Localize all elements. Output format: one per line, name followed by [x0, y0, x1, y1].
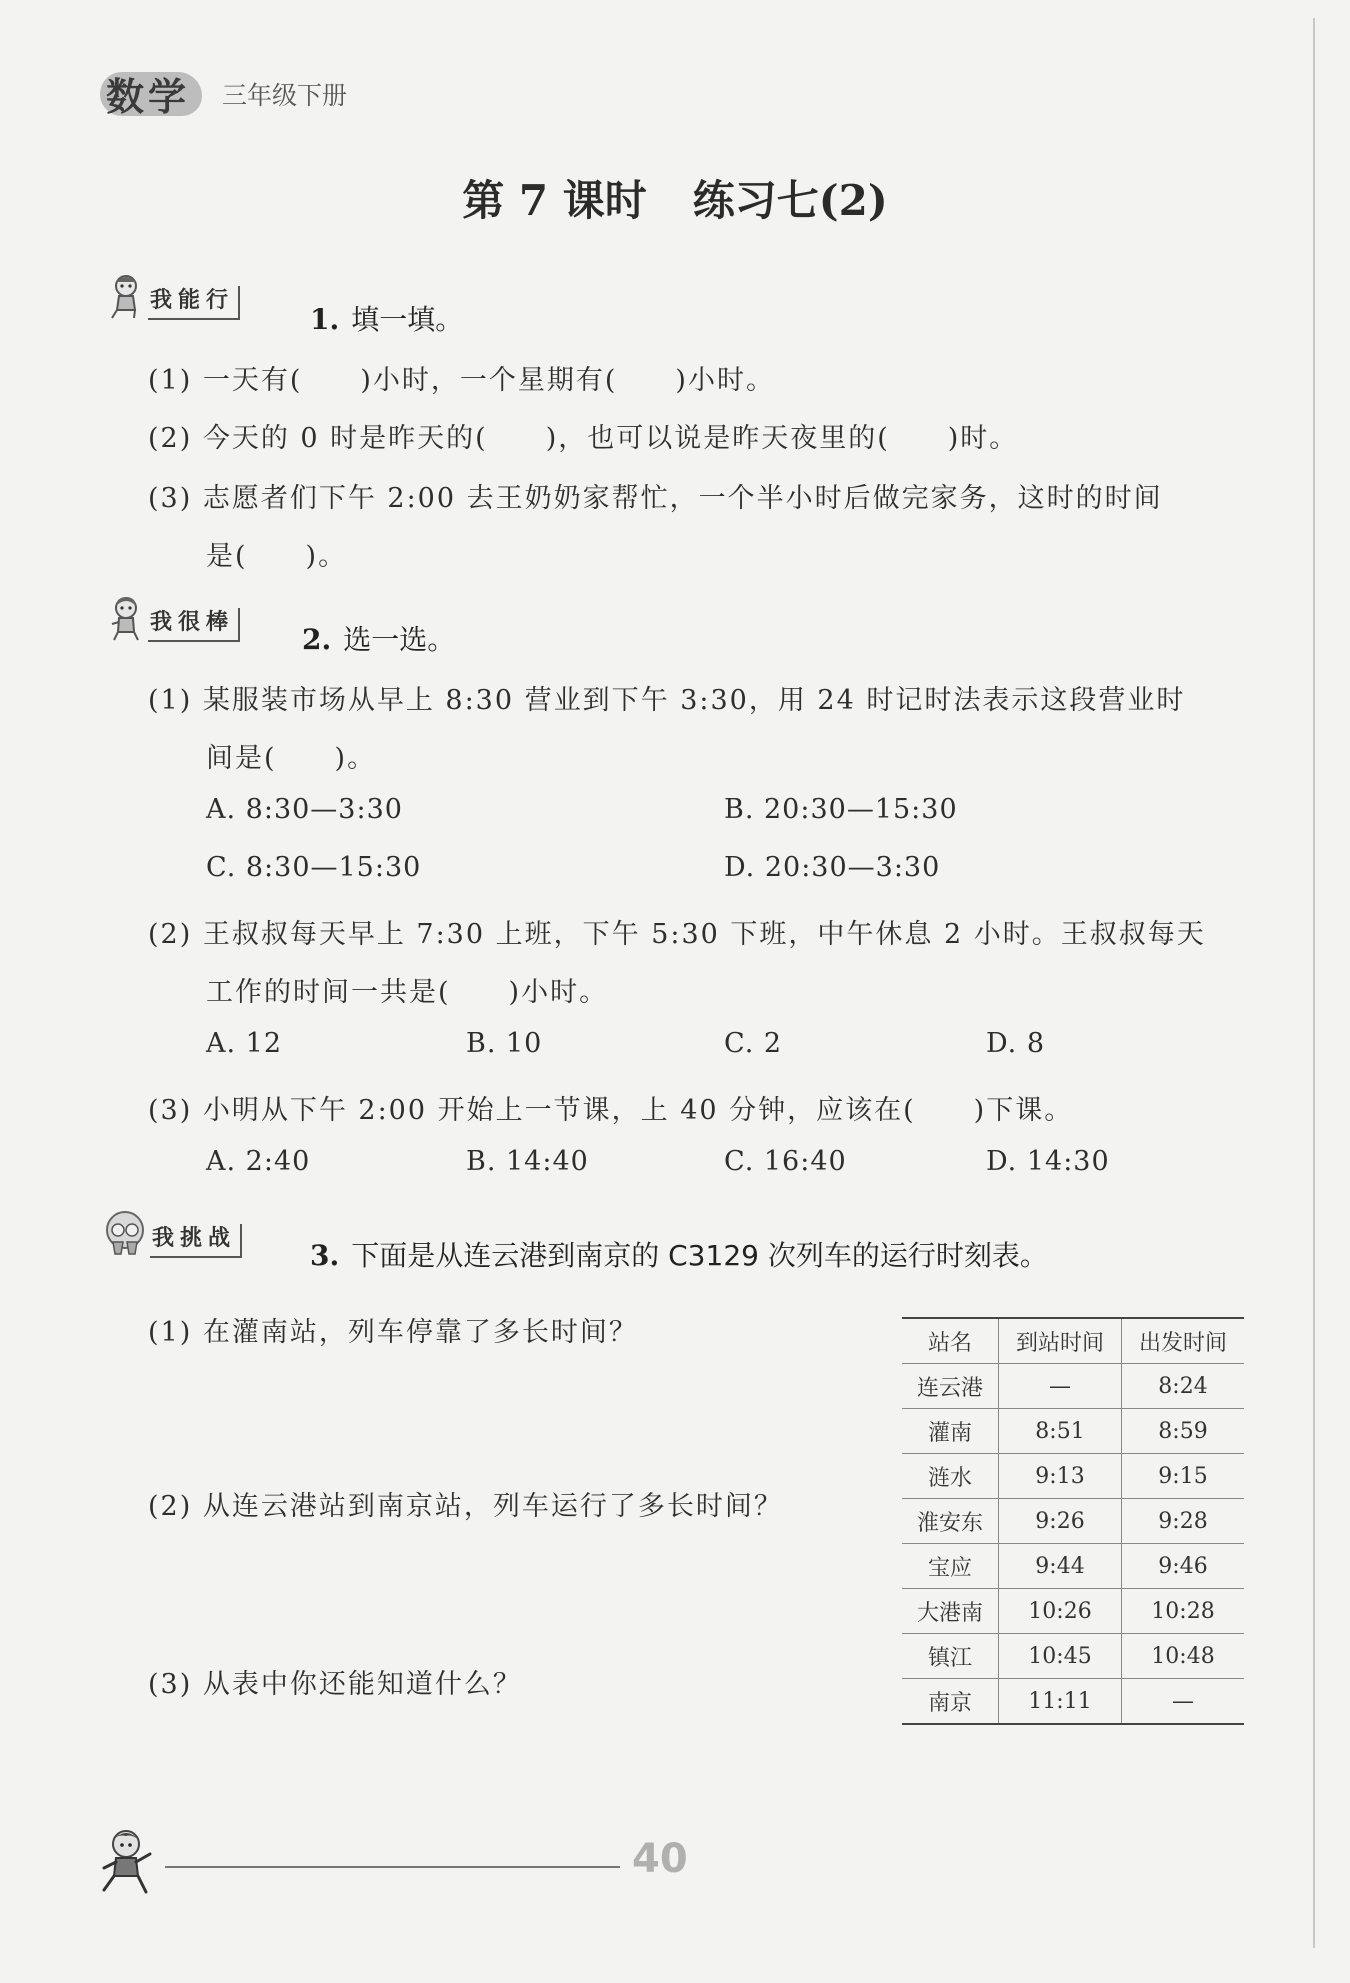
table-row — [902, 1364, 1244, 1409]
table-cell: 9:44 — [999, 1544, 1122, 1589]
table-cell: — — [999, 1364, 1122, 1409]
choice-option: C. 2 — [724, 1028, 783, 1059]
table-cell: 10:48 — [1122, 1634, 1245, 1679]
choice-option: D. 20:30—3:30 — [724, 852, 941, 883]
table-cell: 10:28 — [1122, 1589, 1245, 1634]
running-kid-mascot-icon — [96, 1828, 160, 1898]
table-row — [902, 1544, 1244, 1589]
header-grade: 三年级下册 — [222, 81, 348, 110]
badge-label: 我挑战 — [150, 1224, 242, 1258]
choice-option: B. 20:30—15:30 — [724, 794, 958, 825]
question-line: (1) 一天有( )小时，一个星期有( )小时。 — [148, 365, 775, 396]
table-row — [902, 1454, 1244, 1499]
question-line: (2) 从连云港站到南京站，列车运行了多长时间？ — [148, 1491, 783, 1522]
section-badge-3 — [100, 1210, 242, 1258]
table-cell: 10:45 — [999, 1634, 1122, 1679]
boy-mascot-icon — [104, 594, 148, 642]
two-kids-mascot-icon — [100, 1210, 150, 1258]
table-cell: 连云港 — [902, 1364, 999, 1409]
choice-option: C. 16:40 — [724, 1146, 847, 1177]
section-number: 3. — [310, 1239, 340, 1272]
train-timetable — [902, 1317, 1244, 1725]
table-row — [902, 1679, 1244, 1725]
table-header-cell: 出发时间 — [1122, 1318, 1245, 1364]
section-heading: 下面是从连云港到南京的 C3129 次列车的运行时刻表。 — [351, 1239, 1048, 1272]
table-cell: 10:26 — [999, 1589, 1122, 1634]
question-line: 间是( )。 — [206, 743, 377, 774]
lesson-title-number: 第 7 课时 — [462, 176, 647, 225]
table-header-cell: 到站时间 — [999, 1318, 1122, 1364]
lesson-title-name: 练习七(2) — [692, 176, 888, 225]
table-row — [902, 1589, 1244, 1634]
choice-option: D. 8 — [986, 1028, 1046, 1059]
table-cell: 9:13 — [999, 1454, 1122, 1499]
question-line: (2) 今天的 0 时是昨天的( )，也可以说是昨天夜里的( )时。 — [148, 423, 1019, 454]
table-row — [902, 1499, 1244, 1544]
table-cell: — — [1122, 1679, 1245, 1725]
question-line: 工作的时间一共是( )小时。 — [206, 977, 609, 1008]
choice-option: C. 8:30—15:30 — [206, 852, 422, 883]
question-line: (3) 志愿者们下午 2:00 去王奶奶家帮忙，一个半小时后做完家务，这时的时间 — [148, 483, 1163, 514]
table-cell: 宝应 — [902, 1544, 999, 1589]
choice-option: A. 12 — [206, 1028, 283, 1059]
choice-option: B. 14:40 — [466, 1146, 589, 1177]
section-badge-2 — [104, 594, 240, 642]
table-cell: 9:15 — [1122, 1454, 1245, 1499]
section-title-2 — [302, 618, 455, 658]
table-cell: 大港南 — [902, 1589, 999, 1634]
choice-option: A. 8:30—3:30 — [206, 794, 403, 825]
choice-option: A. 2:40 — [206, 1146, 311, 1177]
question-line: (2) 王叔叔每天早上 7:30 上班，下午 5:30 下班，中午休息 2 小时。王叔叔每天 — [148, 919, 1206, 950]
table-header-row — [902, 1318, 1244, 1364]
table-cell: 涟水 — [902, 1454, 999, 1499]
table-row — [902, 1409, 1244, 1454]
table-cell: 灌南 — [902, 1409, 999, 1454]
table-cell: 9:28 — [1122, 1499, 1245, 1544]
table-cell: 11:11 — [999, 1679, 1122, 1725]
choice-option: B. 10 — [466, 1028, 543, 1059]
section-heading: 选一选。 — [343, 623, 456, 656]
choice-option: D. 14:30 — [986, 1146, 1110, 1177]
table-header-cell: 站名 — [902, 1318, 999, 1364]
header-subject: 数学 — [106, 75, 191, 119]
table-cell: 镇江 — [902, 1634, 999, 1679]
section-number: 1. — [310, 303, 340, 336]
table-cell: 淮安东 — [902, 1499, 999, 1544]
section-number: 2. — [302, 623, 332, 656]
section-badge-1 — [104, 272, 240, 320]
table-cell: 8:24 — [1122, 1364, 1245, 1409]
section-title-1 — [310, 298, 463, 338]
question-line: 是( )。 — [206, 541, 348, 572]
badge-label: 我能行 — [148, 286, 240, 320]
table-cell: 8:59 — [1122, 1409, 1245, 1454]
table-cell: 南京 — [902, 1679, 999, 1725]
question-line: (3) 从表中你还能知道什么？ — [148, 1669, 522, 1700]
footer-rule — [165, 1866, 620, 1868]
page-number: 40 — [632, 1836, 688, 1882]
girl-mascot-icon — [104, 272, 148, 320]
table-cell: 9:26 — [999, 1499, 1122, 1544]
section-heading: 填一填。 — [351, 303, 464, 336]
page-edge-rule — [1313, 18, 1315, 1948]
table-cell: 9:46 — [1122, 1544, 1245, 1589]
section-title-3 — [310, 1234, 1048, 1274]
question-line: (3) 小明从下午 2:00 开始上一节课，上 40 分钟，应该在( )下课。 — [148, 1095, 1074, 1126]
table-cell: 8:51 — [999, 1409, 1122, 1454]
question-line: (1) 某服装市场从早上 8:30 营业到下午 3:30，用 24 时记时法表示这段营业时 — [148, 685, 1186, 716]
badge-label: 我很棒 — [148, 608, 240, 642]
table-row — [902, 1634, 1244, 1679]
question-line: (1) 在灌南站，列车停靠了多长时间？ — [148, 1317, 638, 1348]
lesson-title — [0, 168, 1350, 228]
